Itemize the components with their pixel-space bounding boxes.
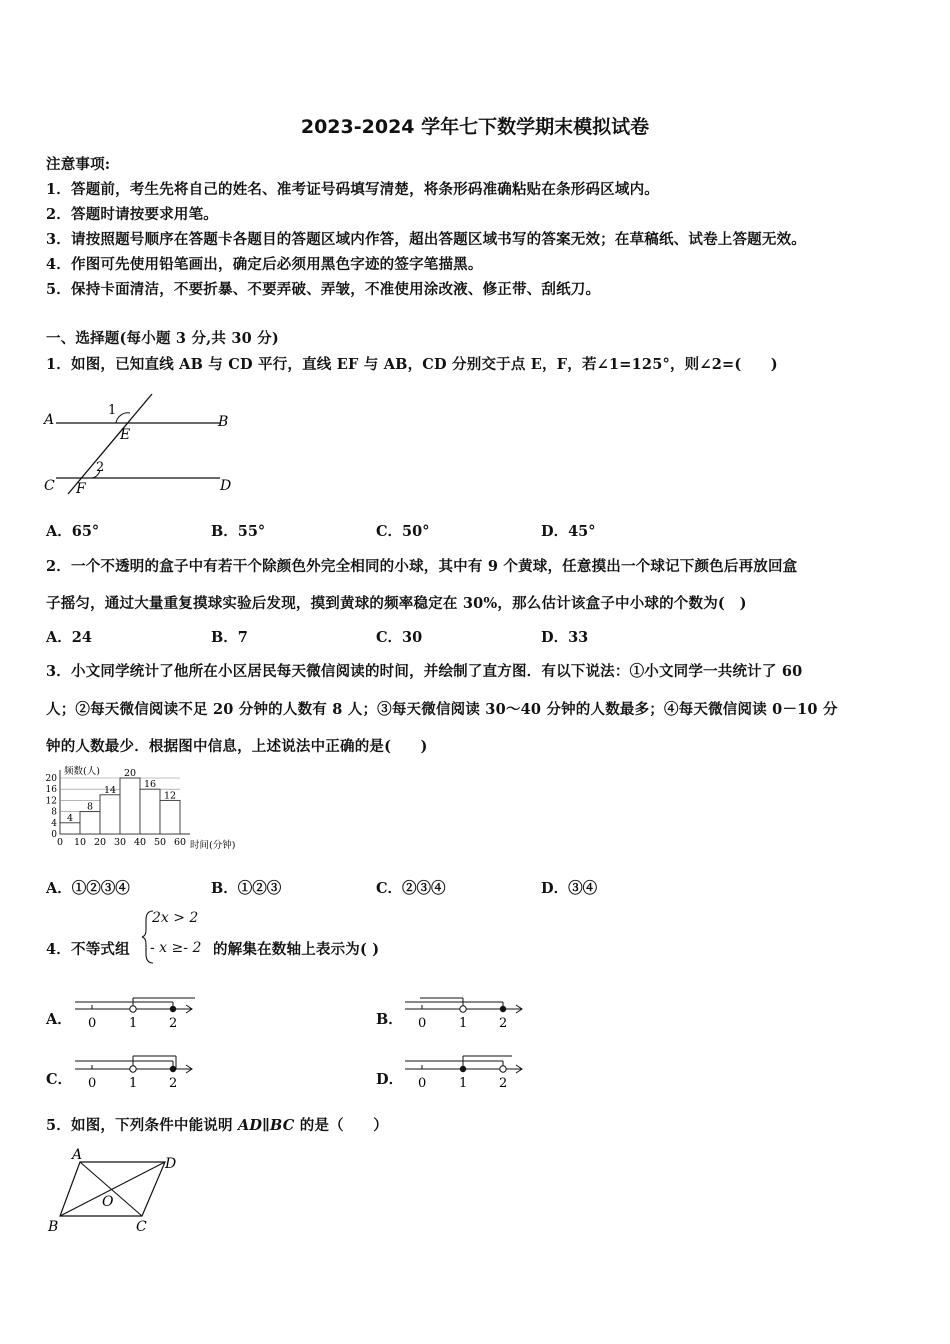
y-axis-label: 频数(人) — [64, 766, 100, 777]
y-tick-label: 4 — [51, 818, 57, 829]
q5-stem-pre: 5．如图，下列条件中能说明 — [46, 1117, 238, 1134]
tick-1: 1 — [459, 1016, 468, 1030]
inequality-2: - x ≥- 2 — [150, 940, 202, 956]
q2-line2: 子摇匀，通过大量重复摸球实验后发现，摸到黄球的频率稳定在 30%，那么估计该盒子中小球的个数为( ) — [46, 595, 747, 612]
q4-numberline-d[interactable] — [400, 1048, 530, 1090]
label-f: F — [76, 481, 86, 497]
x-axis-label: 时间(分钟) — [190, 840, 236, 851]
histogram-bar — [60, 823, 80, 834]
x-tick-label: 20 — [93, 837, 107, 848]
tick-0: 0 — [88, 1076, 97, 1090]
q1-option-d[interactable]: D．45° — [541, 523, 596, 540]
q2-option-b[interactable]: B．7 — [211, 629, 248, 646]
label-b: B — [218, 414, 229, 430]
label-a: A — [72, 1147, 83, 1163]
x-tick-label: 0 — [56, 837, 64, 848]
q4-option-d[interactable]: D． — [376, 1071, 404, 1088]
notice-heading: 注意事项: — [46, 156, 111, 173]
histogram-bar — [140, 789, 160, 834]
q2-option-a[interactable]: A．24 — [46, 629, 92, 646]
q3-line2: 人；②每天微信阅读不足 20 分钟的人数有 8 人；③每天微信阅读 30～40 分钟的人数最多；④每天微信阅读 0－10 分 — [46, 701, 838, 718]
label-o: O — [102, 1194, 114, 1210]
label-c: C — [44, 478, 55, 494]
bar-value-label: 4 — [66, 812, 74, 824]
label-d: D — [165, 1156, 177, 1172]
q3-line1: 3．小文同学统计了他所在小区居民每天微信阅读的时间，并绘制了直方图．有以下说法：①小文同学一共统计了 60 — [46, 663, 803, 680]
notice-item: 5．保持卡面清洁，不要折暴、不要弄破、弄皱，不准使用涂改液、修正带、刮纸刀。 — [46, 281, 601, 298]
y-tick-label: 12 — [45, 796, 57, 807]
notice-item: 1．答题前，考生先将自己的姓名、准考证号码填写清楚，将条形码准确粘贴在条形码区域内。 — [46, 181, 659, 198]
page-title: 2023-2024 学年七下数学期末模拟试卷 — [300, 116, 650, 138]
x-tick-label: 60 — [173, 837, 187, 848]
y-tick-label: 20 — [45, 774, 57, 784]
q1-option-a[interactable]: A．65° — [46, 523, 100, 540]
tick-2: 2 — [499, 1076, 508, 1090]
notice-item: 3．请按照题号顺序在答题卡各题目的答题区域内作答，超出答题区域书写的答案无效；在草稿纸、试卷上答题无效。 — [46, 231, 806, 248]
angle-1-label: 1 — [108, 403, 117, 418]
x-tick-label: 50 — [153, 837, 167, 848]
q3-line3: 钟的人数最少．根据图中信息，上述说法中正确的是( ) — [46, 738, 428, 755]
tick-2: 2 — [499, 1016, 508, 1030]
label-e: E — [120, 427, 131, 443]
tick-2: 2 — [169, 1076, 178, 1090]
q1-option-c[interactable]: C．50° — [376, 523, 430, 540]
tick-0: 0 — [88, 1016, 97, 1030]
section-heading: 一、选择题(每小题 3 分,共 30 分) — [46, 330, 279, 347]
y-tick-label: 0 — [51, 830, 57, 840]
angle-2-label: 2 — [96, 460, 105, 475]
q2-option-c[interactable]: C．30 — [376, 629, 423, 646]
tick-1: 1 — [129, 1016, 138, 1030]
bar-value-label: 20 — [123, 768, 137, 779]
q3-option-c[interactable]: C．②③④ — [376, 880, 446, 897]
q5-stem — [46, 1114, 388, 1135]
q4-option-c[interactable]: C． — [46, 1071, 73, 1088]
bar-value-label: 14 — [103, 784, 117, 796]
q4-numberline-c[interactable] — [70, 1048, 200, 1090]
q4-prefix: 4．不等式组 — [46, 941, 130, 958]
q2-option-d[interactable]: D．33 — [541, 629, 589, 646]
label-d: D — [220, 478, 232, 494]
notice-item: 4．作图可先使用铅笔画出，确定后必须用黑色字迹的签字笔描黑。 — [46, 256, 483, 273]
q3-option-a[interactable]: A．①②③④ — [46, 880, 130, 897]
q1-stem: 1．如图，已知直线 AB 与 CD 平行，直线 EF 与 AB，CD 分别交于点 E，F，若∠1=125°，则∠2=( ) — [46, 356, 778, 373]
q3-option-b[interactable]: B．①②③ — [211, 880, 282, 897]
q5-stem-math: AD∥BC — [237, 1117, 295, 1134]
tick-0: 0 — [418, 1016, 427, 1030]
tick-1: 1 — [459, 1076, 468, 1090]
tick-1: 1 — [129, 1076, 138, 1090]
q4-option-b[interactable]: B． — [376, 1011, 403, 1028]
bar-value-label: 12 — [163, 790, 177, 802]
q4-numberline-b[interactable] — [400, 988, 530, 1030]
histogram-bar — [80, 812, 100, 834]
label-b: B — [48, 1219, 59, 1235]
q4-option-a[interactable]: A． — [46, 1011, 72, 1028]
notice-item: 2．答题时请按要求用笔。 — [46, 206, 218, 223]
label-c: C — [136, 1219, 147, 1235]
q4-suffix: 的解集在数轴上表示为( ) — [213, 941, 380, 958]
histogram-bar — [160, 800, 180, 834]
q3-histogram — [40, 764, 255, 856]
q5-stem-post: 的是（ ） — [294, 1117, 388, 1134]
q5-figure — [40, 1145, 200, 1240]
q2-line1: 2．一个不透明的盒子中有若干个除颜色外完全相同的小球，其中有 9 个黄球，任意摸出一个球记下颜色后再放回盒 — [46, 558, 798, 575]
bar-value-label: 8 — [86, 801, 94, 813]
x-tick-label: 10 — [73, 837, 87, 848]
y-tick-label: 16 — [45, 785, 57, 796]
histogram-bar — [100, 795, 120, 834]
label-a: A — [44, 412, 55, 428]
q1-figure — [40, 390, 240, 500]
q3-option-d[interactable]: D．③④ — [541, 880, 598, 897]
histogram-bar — [120, 778, 140, 834]
x-tick-label: 40 — [133, 837, 147, 848]
q1-option-b[interactable]: B．55° — [211, 523, 266, 540]
tick-2: 2 — [169, 1016, 178, 1030]
inequality-1: 2x > 2 — [152, 910, 199, 926]
y-tick-label: 8 — [51, 807, 57, 818]
bar-value-label: 16 — [143, 779, 157, 791]
x-tick-label: 30 — [113, 837, 127, 848]
tick-0: 0 — [418, 1076, 427, 1090]
q4-numberline-a[interactable] — [70, 988, 200, 1030]
